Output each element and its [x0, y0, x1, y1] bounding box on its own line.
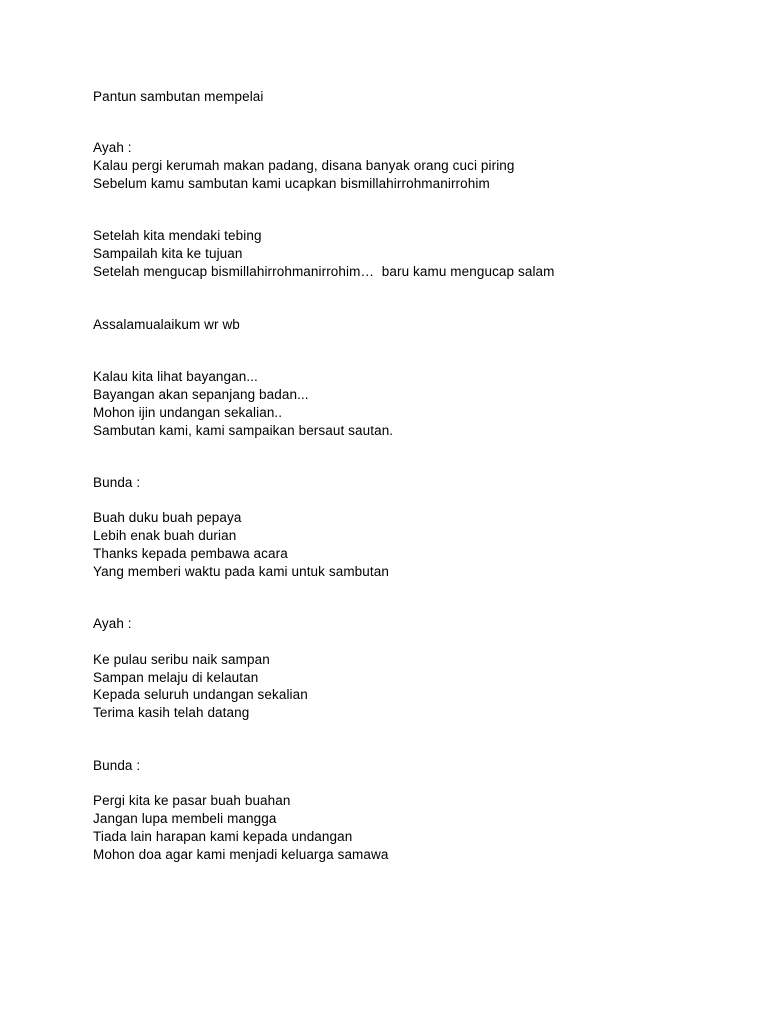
verse-line: Yang memberi waktu pada kami untuk sambutan: [93, 564, 389, 579]
verse-line: Terima kasih telah datang: [93, 705, 250, 720]
verse-line: Ke pulau seribu naik sampan: [93, 652, 270, 667]
verse-line: Setelah mengucap bismillahirrohmanirrohim… baru kamu mengucap salam: [93, 264, 555, 279]
verse-line: Lebih enak buah durian: [93, 528, 237, 543]
verse-line: Sebelum kamu sambutan kami ucapkan bismillahirrohmanirrohim: [93, 176, 490, 191]
verse-line: Buah duku buah pepaya: [93, 510, 242, 525]
verse-line: Mohon ijin undangan sekalian..: [93, 405, 283, 420]
speaker-label-bunda-2: Bunda :: [93, 758, 141, 773]
document-title: Pantun sambutan mempelai: [93, 89, 264, 104]
verse-line: Tiada lain harapan kami kepada undangan: [93, 829, 353, 844]
verse-line: Jangan lupa membeli mangga: [93, 811, 277, 826]
verse-line: Bayangan akan sepanjang badan...: [93, 387, 309, 402]
verse-line: Kalau pergi kerumah makan padang, disana banyak orang cuci piring: [93, 158, 515, 173]
speaker-label-ayah-1: Ayah :: [93, 140, 132, 155]
verse-line: Kalau kita lihat bayangan...: [93, 369, 258, 384]
verse-line: Kepada seluruh undangan sekalian: [93, 687, 308, 702]
speaker-label-ayah-2: Ayah :: [93, 616, 132, 631]
verse-line: Pergi kita ke pasar buah buahan: [93, 793, 291, 808]
verse-line: Sambutan kami, kami sampaikan bersaut sautan.: [93, 423, 394, 438]
verse-line: Sampailah kita ke tujuan: [93, 246, 243, 261]
verse-line: Thanks kepada pembawa acara: [93, 546, 288, 561]
verse-line: Mohon doa agar kami menjadi keluarga samawa: [93, 847, 389, 862]
verse-line: Sampan melaju di kelautan: [93, 670, 259, 685]
greeting-line: Assalamualaikum wr wb: [93, 317, 240, 332]
verse-line: Setelah kita mendaki tebing: [93, 228, 262, 243]
speaker-label-bunda-1: Bunda :: [93, 475, 141, 490]
